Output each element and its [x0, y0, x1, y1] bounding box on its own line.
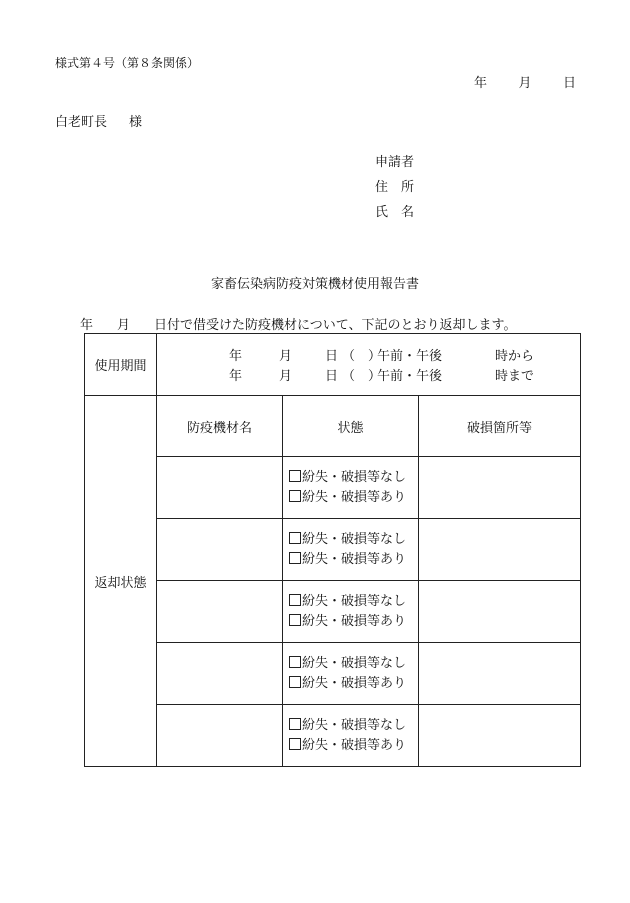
period-end-month: 月 — [279, 369, 293, 384]
status-option-label: 紛失・破損等なし — [302, 717, 407, 733]
condition-cell — [283, 581, 419, 643]
header-row — [85, 396, 581, 457]
status-option-none[interactable] — [289, 468, 418, 488]
date-line — [474, 72, 576, 91]
checkbox-icon[interactable] — [289, 614, 301, 626]
status-option-label: 紛失・破損等なし — [302, 655, 407, 671]
equipment-name-cell[interactable] — [157, 643, 283, 705]
period-end-ampm: 午前・午後 — [377, 369, 443, 384]
status-option-label: 紛失・破損等なし — [302, 469, 407, 485]
intro-sentence — [80, 314, 516, 333]
table-row — [85, 457, 581, 519]
checkbox-icon[interactable] — [289, 552, 301, 564]
status-option-present[interactable] — [289, 488, 418, 508]
status-option-present[interactable] — [289, 674, 418, 694]
applicant-name-label: 氏 名 — [375, 205, 415, 220]
table-row — [85, 705, 581, 767]
equipment-name-cell[interactable] — [157, 519, 283, 581]
status-option-present[interactable] — [289, 612, 418, 632]
intro-year: 年 — [80, 318, 94, 333]
equipment-name-header: 防疫機材名 — [157, 396, 283, 457]
period-cell — [157, 334, 581, 396]
status-option-label: 紛失・破損等あり — [302, 489, 407, 505]
equipment-name-cell[interactable] — [157, 581, 283, 643]
condition-cell — [283, 643, 419, 705]
status-option-label: 紛失・破損等あり — [302, 675, 407, 691]
report-table — [84, 333, 581, 767]
period-label: 使用期間 — [85, 334, 157, 396]
period-start-weekday: （ ） — [342, 349, 382, 364]
table-row — [85, 581, 581, 643]
damage-location-cell[interactable] — [419, 519, 581, 581]
damage-location-cell[interactable] — [419, 705, 581, 767]
document-title: 家畜伝染病防疫対策機材使用報告書 — [210, 277, 419, 292]
damage-location-cell[interactable] — [419, 643, 581, 705]
addressee-name: 白老町長 — [55, 115, 108, 130]
status-option-label: 紛失・破損等あり — [302, 737, 407, 753]
table-row — [85, 643, 581, 705]
condition-cell — [283, 457, 419, 519]
period-start — [157, 345, 580, 363]
checkbox-icon[interactable] — [289, 532, 301, 544]
status-option-present[interactable] — [289, 550, 418, 570]
checkbox-icon[interactable] — [289, 594, 301, 606]
intro-text: 日付で借受けた防疫機材について、下記のとおり返却します。 — [154, 318, 517, 333]
condition-cell — [283, 519, 419, 581]
checkbox-icon[interactable] — [289, 490, 301, 502]
damage-location-header: 破損箇所等 — [419, 396, 581, 457]
status-option-label: 紛失・破損等なし — [302, 531, 407, 547]
date-month: 月 — [518, 76, 532, 91]
status-option-label: 紛失・破損等なし — [302, 593, 407, 609]
equipment-name-cell[interactable] — [157, 705, 283, 767]
condition-cell — [283, 705, 419, 767]
period-start-ampm: 午前・午後 — [377, 349, 443, 364]
status-option-label: 紛失・破損等あり — [302, 613, 407, 629]
period-end-day: 日 — [325, 369, 339, 384]
addressee-honorific: 様 — [129, 115, 143, 130]
checkbox-icon[interactable] — [289, 656, 301, 668]
checkbox-icon[interactable] — [289, 738, 301, 750]
checkbox-icon[interactable] — [289, 676, 301, 688]
applicant-address-label: 住 所 — [375, 180, 415, 195]
intro-month: 月 — [117, 318, 131, 333]
addressee — [55, 111, 142, 130]
checkbox-icon[interactable] — [289, 470, 301, 482]
period-start-year: 年 — [229, 349, 243, 364]
condition-header: 状態 — [283, 396, 419, 457]
form-number-label: 様式第４号（第８条関係） — [55, 56, 200, 70]
return-status-label: 返却状態 — [85, 396, 157, 767]
status-option-none[interactable] — [289, 530, 418, 550]
status-option-none[interactable] — [289, 592, 418, 612]
status-option-label: 紛失・破損等あり — [302, 551, 407, 567]
period-start-day: 日 — [325, 349, 339, 364]
period-end — [157, 365, 580, 383]
date-day: 日 — [562, 76, 576, 91]
applicant-title: 申請者 — [375, 155, 415, 170]
equipment-name-cell[interactable] — [157, 457, 283, 519]
damage-location-cell[interactable] — [419, 457, 581, 519]
period-start-month: 月 — [279, 349, 293, 364]
period-start-hour: 時から — [495, 349, 535, 364]
table-row — [85, 519, 581, 581]
damage-location-cell[interactable] — [419, 581, 581, 643]
status-option-present[interactable] — [289, 736, 418, 756]
period-end-weekday: （ ） — [342, 369, 382, 384]
checkbox-icon[interactable] — [289, 718, 301, 730]
period-end-hour: 時まで — [495, 369, 535, 384]
status-option-none[interactable] — [289, 716, 418, 736]
date-year: 年 — [474, 76, 488, 91]
period-row — [85, 334, 581, 396]
status-option-none[interactable] — [289, 654, 418, 674]
period-end-year: 年 — [229, 369, 243, 384]
